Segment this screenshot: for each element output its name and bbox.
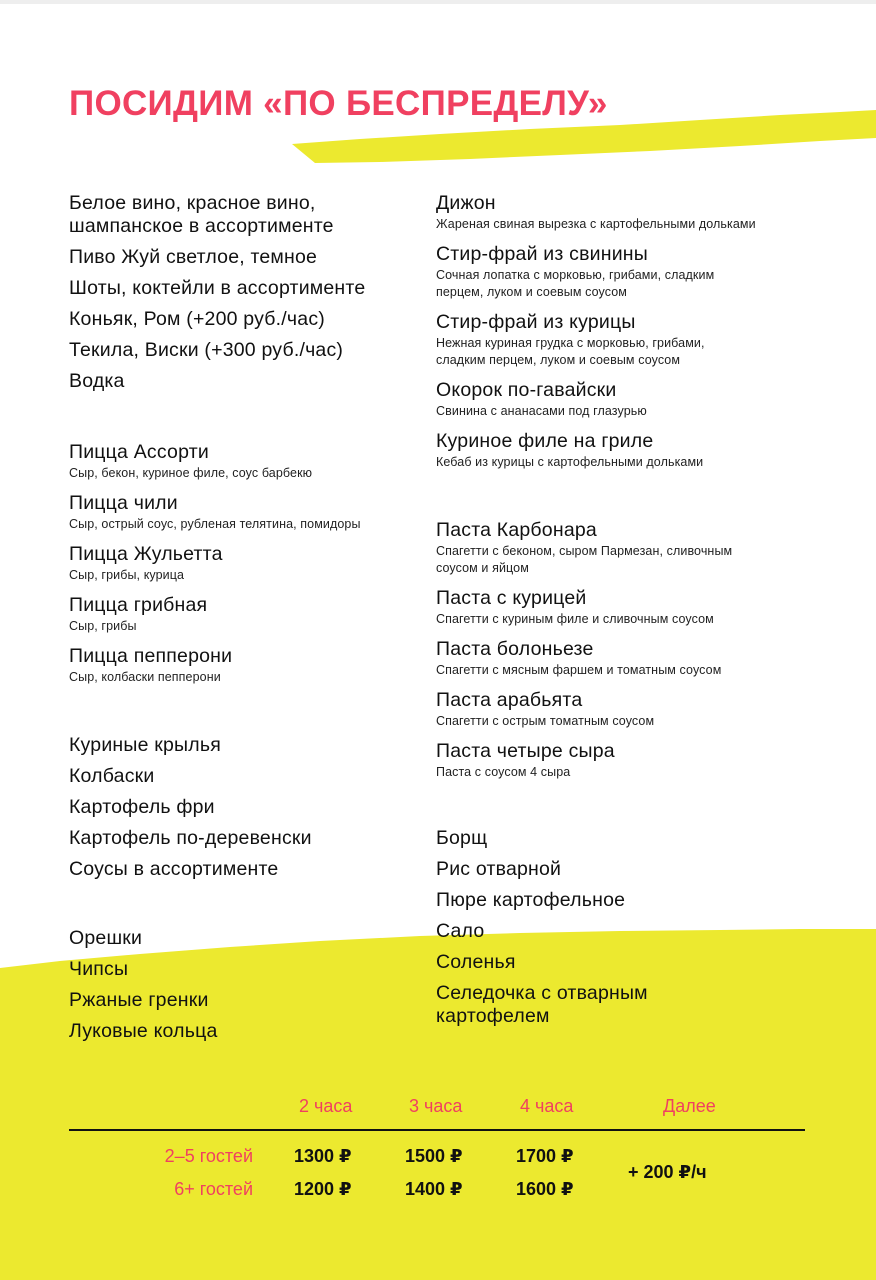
menu-item xyxy=(69,1020,419,1043)
menu-item xyxy=(69,277,419,300)
menu-item xyxy=(436,430,866,471)
menu-item xyxy=(69,594,419,635)
menu-left-column xyxy=(69,192,419,1051)
pasta-group xyxy=(436,519,866,781)
menu-right-column xyxy=(436,192,866,1036)
soups-sides-group xyxy=(436,827,866,1028)
menu-item xyxy=(69,796,419,819)
item-name: Пицца Жульетта xyxy=(69,543,223,565)
menu-item xyxy=(436,192,866,233)
item-name: Соленья xyxy=(436,951,516,973)
drinks-group xyxy=(69,192,419,393)
item-name: Орешки xyxy=(69,927,143,949)
item-name: Дижон xyxy=(436,192,496,214)
menu-item xyxy=(436,379,866,420)
item-description: Спагетти с мясным фаршем и томатным соусом xyxy=(436,663,722,677)
item-name: Картофель фри xyxy=(69,796,215,818)
price-cell: 1400 ₽ xyxy=(405,1179,463,1199)
menu-item xyxy=(69,339,419,362)
item-name: Куриные крылья xyxy=(69,734,221,756)
menu-item xyxy=(436,243,866,301)
menu-item xyxy=(69,858,419,881)
price-table-rule xyxy=(69,1129,805,1131)
price-cell: 1500 ₽ xyxy=(405,1146,463,1166)
menu-item xyxy=(436,920,866,943)
item-name: Окорок по-гавайски xyxy=(436,379,617,401)
item-name: Белое вино, красное вино, шампанское в ассортименте xyxy=(69,192,334,237)
item-name: Водка xyxy=(69,370,125,392)
item-name: Коньяк, Ром (+200 руб./час) xyxy=(69,308,325,330)
item-description: Спагетти с куриным филе и сливочным соусом xyxy=(436,612,714,626)
menu-item xyxy=(69,192,419,238)
item-name: Колбаски xyxy=(69,765,155,787)
item-name: Текила, Виски (+300 руб./час) xyxy=(69,339,344,361)
item-name: Пиво Жуй светлое, темное xyxy=(69,246,318,268)
item-name: Шоты, коктейли в ассортименте xyxy=(69,277,366,299)
menu-item xyxy=(69,827,419,850)
item-name: Пицца пепперони xyxy=(69,645,233,667)
hot-dishes-group xyxy=(436,192,866,471)
menu-item xyxy=(69,927,419,950)
item-description: Спагетти с беконом, сыром Пармезан, сливочным соусом и яйцом xyxy=(436,544,733,575)
item-description: Сыр, бекон, куриное филе, соус барбекю xyxy=(69,466,313,480)
item-name: Пюре картофельное xyxy=(436,889,626,911)
snacks-group xyxy=(69,734,419,881)
item-name: Пицца грибная xyxy=(69,594,208,616)
menu-item xyxy=(436,889,866,912)
item-name: Селедочка с отварным картофелем xyxy=(436,982,648,1027)
item-description: Нежная куриная грудка с морковью, грибами, сладким перцем, луком и соевым соусом xyxy=(436,336,705,367)
menu-item xyxy=(69,734,419,757)
menu-item xyxy=(436,827,866,850)
menu-item xyxy=(436,519,866,577)
price-cell: 1700 ₽ xyxy=(516,1146,574,1166)
item-name: Пицца чили xyxy=(69,492,178,514)
item-description: Паста с соусом 4 сыра xyxy=(436,765,571,779)
item-name: Картофель по-деревенски xyxy=(69,827,312,849)
price-cell: 1600 ₽ xyxy=(516,1179,574,1199)
price-cell: 1200 ₽ xyxy=(294,1179,352,1199)
menu-item xyxy=(436,587,866,628)
extra-hour-price: + 200 ₽/ч xyxy=(628,1162,707,1182)
item-name: Паста с курицей xyxy=(436,587,587,609)
menu-item xyxy=(436,982,866,1028)
item-name: Луковые кольца xyxy=(69,1020,218,1042)
menu-item xyxy=(69,441,419,482)
menu-item xyxy=(436,311,866,369)
item-name: Стир-фрай из свинины xyxy=(436,243,648,265)
menu-item xyxy=(436,638,866,679)
item-name: Стир-фрай из курицы xyxy=(436,311,636,333)
item-description: Сыр, грибы, курица xyxy=(69,568,185,582)
item-description: Сыр, колбаски пепперони xyxy=(69,670,221,684)
item-name: Паста болоньезе xyxy=(436,638,594,660)
item-description: Жареная свиная вырезка с картофельными дольками xyxy=(436,217,756,231)
item-name: Сало xyxy=(436,920,485,942)
price-header: 2 часа xyxy=(299,1096,353,1116)
item-name: Рис отварной xyxy=(436,858,562,880)
item-name: Паста четыре сыра xyxy=(436,740,615,762)
menu-item xyxy=(69,370,419,393)
item-name: Паста арабьята xyxy=(436,689,583,711)
menu-item xyxy=(69,765,419,788)
pizza-group xyxy=(69,441,419,686)
menu-item xyxy=(69,645,419,686)
item-description: Свинина с ананасами под глазурью xyxy=(436,404,647,418)
item-name: Чипсы xyxy=(69,958,129,980)
price-header: Далее xyxy=(663,1096,716,1116)
price-header: 4 часа xyxy=(520,1096,574,1116)
item-description: Спагетти с острым томатным соусом xyxy=(436,714,655,728)
item-name: Куриное филе на гриле xyxy=(436,430,654,452)
price-cell: 1300 ₽ xyxy=(294,1146,352,1166)
item-name: Борщ xyxy=(436,827,488,849)
menu-item xyxy=(436,951,866,974)
item-description: Сыр, грибы xyxy=(69,619,137,633)
item-description: Кебаб из курицы с картофельными дольками xyxy=(436,455,704,469)
menu-item xyxy=(436,740,866,781)
guest-count-label: 6+ гостей xyxy=(174,1179,253,1199)
menu-item xyxy=(69,492,419,533)
item-name: Паста Карбонара xyxy=(436,519,597,541)
item-description: Сыр, острый соус, рубленая телятина, помидоры xyxy=(69,517,361,531)
item-name: Ржаные гренки xyxy=(69,989,209,1011)
menu-item xyxy=(69,989,419,1012)
menu-item xyxy=(69,308,419,331)
menu-item xyxy=(69,246,419,269)
beer-snacks-group xyxy=(69,927,419,1043)
item-name: Соусы в ассортименте xyxy=(69,858,279,880)
page-title: ПОСИДИМ «ПО БЕСПРЕДЕЛУ» xyxy=(69,84,608,123)
item-description: Сочная лопатка с морковью, грибами, сладким перцем, луком и соевым соусом xyxy=(436,268,715,299)
guest-count-label: 2–5 гостей xyxy=(164,1146,253,1166)
menu-item xyxy=(436,858,866,881)
item-name: Пицца Ассорти xyxy=(69,441,209,463)
menu-item xyxy=(436,689,866,730)
menu-item xyxy=(69,958,419,981)
price-table xyxy=(69,1092,805,1212)
price-header: 3 часа xyxy=(409,1096,463,1116)
menu-item xyxy=(69,543,419,584)
